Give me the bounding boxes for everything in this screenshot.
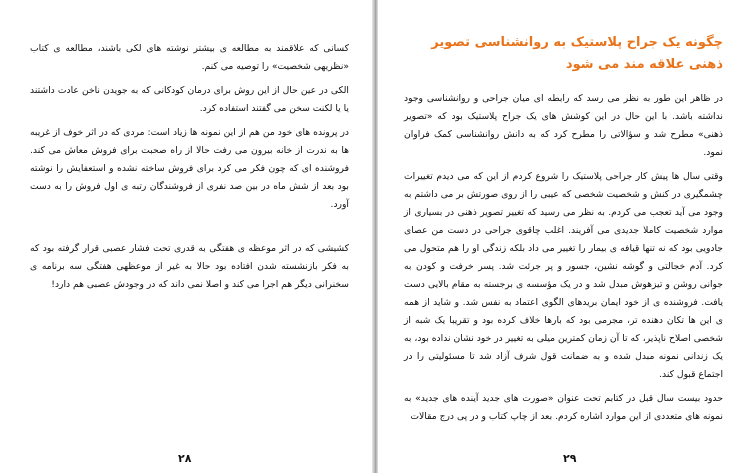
right-paragraph-1: در ظاهر این طور به نظر می رسد که رابطه ای میان جراحی و روانشناسی وجود نداشته باشد. با این حال در این کوشش های یک جراح پلاستیک بود که «تصویر ذهنی» مطرح شد و سؤالاتی را مطرح کرد که به دانش روانشناسی کمک فراوان نمود. (404, 93, 723, 158)
right-page (378, 0, 749, 473)
chapter-title: چگونه یک جراح پلاستیک به روانشناسی تصویر ذهنی علاقه مند می شود (431, 35, 723, 72)
right-page-number: ۲۹ (563, 452, 577, 465)
left-page (0, 0, 373, 473)
right-paragraph-2: وقتی سال ها پیش کار جراحی پلاستیک را شروع کردم از این که می دیدم تغییرات چشمگیری در کنش و شخصیت شخصی که عیبی را از روی صورتش بر می داشتم به وجود می آید تعجب می کردم. به نظر می رسید که تغییر تصویر ذهنی در بسیاری از موارد شخصیت کاملا جدیدی می آفریند. اغلب چاقوی جراحی در دست من عصای جادویی بود که نه تنها قیافه ی بیمار را تغییر می داد بلکه زندگی او را هم متحول می کرد. آدم خجالتی و گوشه نشین، جسور و پر جرئت شد. پسر خرفت و کودن به جوانی روشن و تیزهوش مبدل شد و در یک مؤسسه ی برجسته به مقام بالایی دست یافت. فروشنده ی از خود ایمان بریدهای الگوی اعتماد به نفس شد. و شاید از همه ی این ها تکان دهنده تر، مجرمی بود که بارها خلاف کرده بود و تقریبا یک شبه از شخصی اصلاح ناپذیر، که تا آن زمان کمترین میلی به تغییر در خود نشان نداده بود، به یک زندانی نمونه مبدل شده و به ضمانت قول شرف آزاد شد تا مسئولیتی را در اجتماع قبول کند. (404, 171, 723, 380)
left-paragraph-4: کشیشی که در اثر موعظه ی هفتگی به قدری تحت فشار عصبی قرار گرفته بود که به فکر بازنشسته شدن افتاده بود حالا به غیر از موعظهی هفتگی سه برنامه ی سخنرانی دیگر هم اجرا می کند و اصلا نمی داند که در وجودش عصبی هم دارد! (30, 243, 349, 290)
left-paragraph-2: الکی در عین حال از این روش برای درمان کودکانی که به جویدن ناخن عادت داشتند یا یا لکنت سخن می گفتند استفاده کرد. (30, 85, 349, 114)
left-page-number: ۲۸ (178, 452, 192, 465)
left-paragraph-1: کسانی که علاقمند به مطالعه ی بیشتر نوشته های لکی باشند، مطالعه ی کتاب «نظریهی شخصیت» را توصیه می کنم. (30, 43, 349, 72)
right-paragraph-3: حدود بیست سال قبل در کتابم تحت عنوان «صورت های جدید آینده های جدید» به نمونه های متعددی از این موارد اشاره کردم. بعد از چاپ کتاب و در پی درج مقالات (404, 393, 723, 422)
left-paragraph-3: در پرونده های خود من هم از این نمونه ها زیاد است: مردی که در اثر خوف از غریبه ها به ندرت از خانه بیرون می رفت حالا از راه صحبت برای فروش معاش می کند. فروشنده ای که چون فکر می کرد برای فروش ساخته نشده و استعفایش را نوشته بود بعد از شش ماه در بین صد نفری از فروشندگان رتبه ی اول فروش را به دست آورد. (30, 127, 349, 210)
